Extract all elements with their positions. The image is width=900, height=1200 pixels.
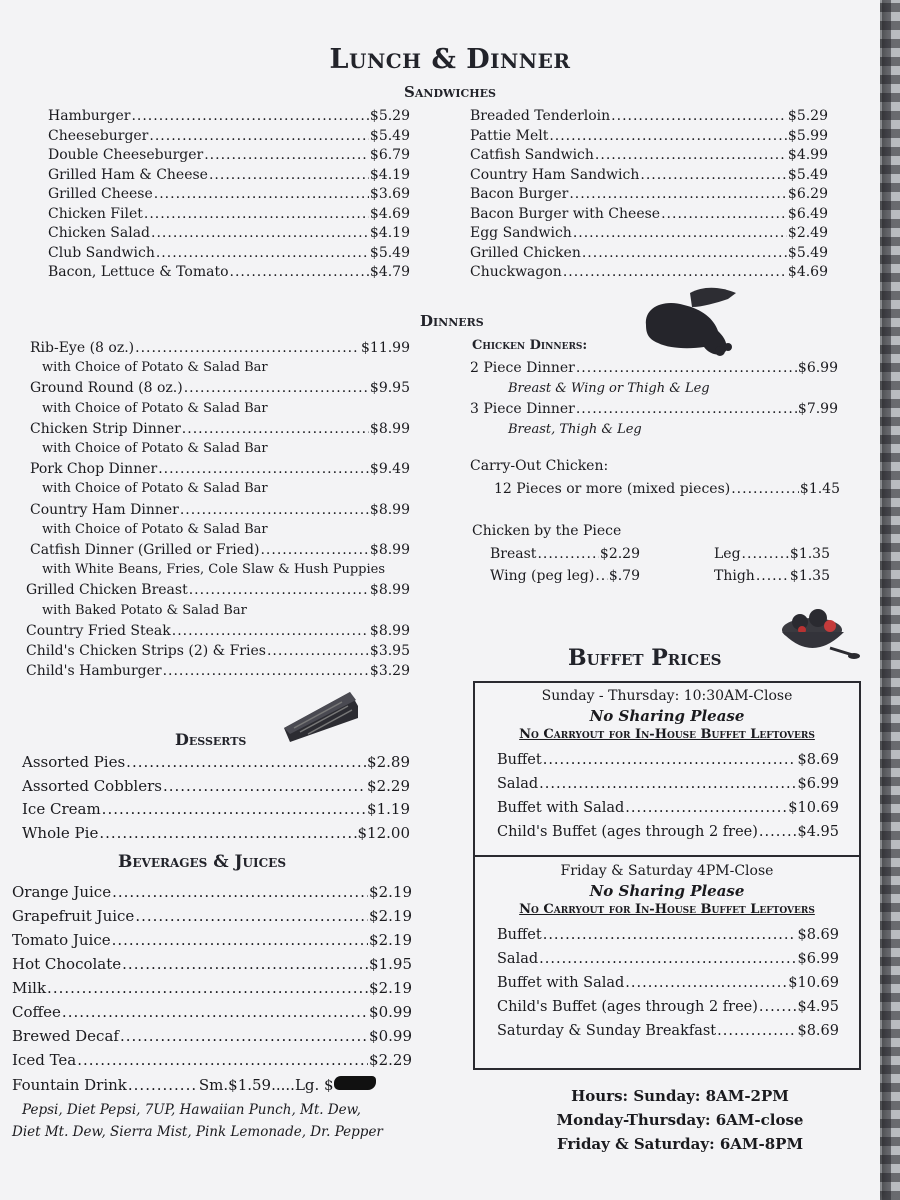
item-price: $8.99 [369,542,410,559]
dot-leader [180,500,369,520]
dot-leader [149,127,369,147]
item-name: Egg Sandwich [470,225,572,241]
dot-leader [543,923,797,947]
item-price: $0.99 [369,1003,412,1021]
dot-leader [189,580,369,600]
item-name: Grilled Cheese [48,186,153,202]
dot-leader [184,378,369,398]
item-name: Assorted Pies [22,753,126,771]
fountain-large-price: Lg. $ [294,1076,334,1094]
buffet-item [497,923,839,947]
item-price: $4.95 [797,999,839,1015]
dot-leader [120,1024,368,1048]
sandwich-item [470,107,828,127]
chicken-dinner-description: Breast & Wing or Thigh & Leg [508,380,710,396]
dinners-column [26,338,410,681]
item-name: Grilled Chicken Breast [26,582,188,599]
dinner-item-description: with White Beans, Fries, Cole Slaw & Hush Puppies [42,562,385,578]
item-price: $8.99 [369,622,410,639]
dot-leader [131,107,368,127]
item-name: Ground Round (8 oz.) [30,380,183,397]
buffet-item [497,748,839,772]
buffet-weekend-section [475,863,859,1043]
buffet-header: Buffet Prices [568,645,722,671]
dinner-item [30,500,410,520]
dot-leader [126,751,366,775]
carryout-item [494,480,840,500]
sandwich-item [48,263,410,283]
hours-mon-thu: Monday-Thursday: 6AM-close [556,1111,804,1129]
beverage-item [12,1000,412,1024]
dot-leader [135,338,360,358]
item-price: $2.29 [367,776,410,795]
title-letter-d: D [466,44,491,75]
by-piece-label: Chicken by the Piece [472,523,622,539]
item-price: $8.99 [369,582,410,599]
buffet-item [497,1019,839,1043]
title-word-inner: INNER [490,49,571,73]
item-price: $6.29 [787,186,828,202]
by-piece-right [714,543,830,587]
piece-leg [714,543,830,565]
carryout-row [494,480,840,500]
dot-leader [549,127,787,147]
beverages-column [12,880,412,1072]
piece-name: Leg [714,546,741,562]
chicken-dinners-header: Chicken Dinners: [472,338,588,353]
sandwich-item [470,127,828,147]
sandwich-item [470,224,828,244]
dessert-item [22,822,410,846]
dot-leader [625,971,787,995]
item-price: $5.49 [787,166,828,183]
item-price: $2.49 [787,225,828,241]
item-price: $9.95 [369,380,410,397]
sandwich-item [470,185,828,205]
dinner-item-description: with Baked Potato & Salad Bar [42,602,247,618]
dinner-item-description: with Choice of Potato & Salad Bar [42,481,268,497]
dot-leader [563,263,787,283]
item-name: Hamburger [48,108,131,124]
dinner-item [26,641,410,661]
dot-leader [204,146,369,166]
dot-leader [576,399,797,420]
title-letter-l: L [329,44,350,75]
dinner-item [30,338,410,358]
title-word-unch: UNCH [349,49,422,73]
dot-leader [260,540,368,560]
item-name: Salad [497,951,539,967]
item-name: Rib-Eye (8 oz.) [30,340,135,356]
item-name: Breaded Tenderloin [470,108,611,124]
item-name: Brewed Decaf [12,1027,119,1045]
sandwich-item [48,205,410,225]
sandwich-item [470,166,828,186]
buffet-divider [475,855,859,857]
chicken-dinner-description: Breast, Thigh & Leg [508,421,642,437]
sandwich-item [48,107,410,127]
item-name: Child's Buffet (ages through 2 free) [497,824,758,840]
dinner-item-description: with Choice of Potato & Salad Bar [42,441,268,457]
buffet-weekday-section [475,683,859,844]
piece-thigh [714,565,830,587]
chicken-dinner-item [470,399,838,420]
piece-wing [490,565,640,587]
item-price: $3.95 [369,643,410,660]
item-name: Country Ham Sandwich [470,166,640,183]
item-name: Buffet with Salad [497,975,625,991]
dot-leader [122,952,368,976]
hours-fri-sat: Friday & Saturday: 6AM-8PM [556,1135,804,1153]
item-name: Chuckwagon [470,264,562,280]
sandwich-item [48,185,410,205]
dot-leader [569,185,787,205]
chicken-leg-icon [640,285,750,365]
item-name: 3 Piece Dinner [470,401,575,417]
sandwich-item [48,127,410,147]
hours-sunday: Hours: Sunday: 8AM-2PM [571,1087,789,1105]
dot-leader [154,185,369,205]
dinner-item-description: with Choice of Potato & Salad Bar [42,360,268,376]
dot-leader [661,205,787,225]
dot-leader [158,459,369,479]
item-name: Salad [497,776,539,792]
item-price: $2.29 [369,1051,412,1069]
beverage-item [12,1048,412,1072]
sandwiches-right-column [470,107,828,283]
item-name: Saturday & Sunday Breakfast [497,1023,717,1039]
item-price: $2.89 [367,753,410,771]
dot-leader [611,107,787,127]
item-name: Club Sandwich [48,244,155,261]
item-name: Double Cheeseburger [48,147,204,163]
item-price: $4.95 [797,824,839,840]
item-name: Chicken Filet [48,205,143,222]
item-price: $10.69 [788,800,839,816]
item-name: 2 Piece Dinner [470,360,575,376]
dinner-item [30,378,410,398]
weekday-no-carryout: No Carryout for In-House Buffet Leftovers [519,727,815,742]
item-price: $4.69 [787,264,828,280]
dot-leader [99,822,356,846]
fountain-separator: ..... [271,1076,295,1094]
item-price: $3.29 [369,663,410,680]
item-price: $4.19 [369,166,410,183]
item-price: $8.99 [369,501,410,518]
dot-leader [172,621,369,641]
desserts-column [22,751,410,845]
dinner-item [26,661,410,681]
piece-price: $1.35 [789,546,830,562]
dot-leader [112,880,368,904]
dot-leader [47,976,368,1000]
beverage-item [12,928,412,952]
item-price: $5.49 [787,244,828,261]
item-price: $3.69 [369,186,410,202]
carryout-item-price: $1.45 [799,481,840,497]
dot-leader [543,748,797,772]
fountain-drink-item [12,1073,412,1097]
item-price: $4.79 [369,264,410,280]
item-name: Milk [12,979,47,997]
sandwich-item [48,244,410,264]
item-name: Grilled Chicken [470,244,581,261]
pie-slice-icon [280,688,362,746]
dinners-header: Dinners [420,312,484,330]
item-name: Iced Tea [12,1051,77,1069]
item-name: Ice Cream [22,800,101,818]
fountain-name: Fountain Drink [12,1076,127,1094]
sandwich-item [470,263,828,283]
item-price: $8.69 [797,927,839,943]
item-price: $1.19 [367,800,410,818]
dot-leader [135,904,368,928]
fountain-small-price: Sm.$1.59 [198,1076,272,1094]
buffet-item [497,995,839,1019]
item-price: $6.99 [797,776,839,792]
chicken-dinner-item [470,358,838,379]
dinner-item-description: with Choice of Potato & Salad Bar [42,521,268,537]
item-name: Buffet [497,752,542,768]
item-name: Child's Hamburger [26,663,162,680]
item-name: Bacon, Lettuce & Tomato [48,264,229,280]
fountain-row [12,1073,412,1097]
item-price: $6.99 [797,951,839,967]
item-name: Hot Chocolate [12,955,122,973]
buffet-item [497,820,839,844]
item-name: Catfish Dinner (Grilled or Fried) [30,542,260,559]
dot-leader [112,928,368,952]
dot-leader [62,1000,368,1024]
dot-leader [573,224,787,244]
item-name: Orange Juice [12,883,112,901]
weekend-items [475,917,859,1043]
sandwich-item [470,146,828,166]
item-name: Chicken Strip Dinner [30,420,181,437]
piece-name: Thigh [714,568,755,584]
item-price: $7.99 [797,401,838,417]
carryout-item-name: 12 Pieces or more (mixed pieces) [494,481,731,497]
item-price: $5.49 [369,244,410,261]
menu-title [0,44,900,75]
scribbled-out-price [334,1076,376,1090]
piece-name: Breast [490,546,537,562]
sandwich-item [48,166,410,186]
item-price: $8.69 [797,752,839,768]
item-name: Bacon Burger with Cheese [470,205,661,222]
item-price: $6.99 [797,360,838,376]
sandwich-item [470,244,828,264]
item-price: $6.79 [369,147,410,163]
weekday-no-sharing: No Sharing Please [589,707,745,725]
item-price: $5.29 [369,108,410,124]
item-price: $0.99 [369,1027,412,1045]
item-name: Whole Pie [22,823,99,842]
dot-leader [595,146,787,166]
item-name: Grilled Ham & Cheese [48,166,208,183]
item-price: $5.49 [369,127,410,144]
dinner-item-description: with Choice of Potato & Salad Bar [42,400,268,416]
item-name: Child's Buffet (ages through 2 free) [497,999,758,1015]
item-name: Grapefruit Juice [12,907,135,925]
salad-bowl-icon [772,600,862,670]
dot-leader [582,244,787,264]
item-price: $2.19 [369,979,412,997]
beverage-item [12,952,412,976]
weekday-items [475,742,859,844]
dot-leader [640,166,787,186]
beverage-item [12,880,412,904]
dot-leader [267,641,369,661]
title-ampersand: & [421,44,467,75]
item-price: $10.69 [788,975,839,991]
item-price: $8.69 [797,1023,839,1039]
weekend-hours: Friday & Saturday 4PM-Close [560,863,774,879]
weekend-no-sharing: No Sharing Please [589,882,745,900]
dot-leader [77,1048,368,1072]
dot-leader [717,1019,796,1043]
item-price: $11.99 [361,340,410,356]
piece-price: $2.29 [599,546,640,562]
item-price: $12.00 [357,823,410,842]
buffet-prices-box [473,681,861,1070]
item-price: $4.19 [369,225,410,241]
item-name: Child's Chicken Strips (2) & Fries [26,643,266,660]
weekday-hours: Sunday - Thursday: 10:30AM-Close [541,688,793,704]
item-price: $1.95 [369,955,412,973]
buffet-item [497,947,839,971]
sandwich-item [470,205,828,225]
dot-leader [539,947,796,971]
item-name: Catfish Sandwich [470,147,594,163]
hours-block [550,1084,810,1156]
item-name: Country Fried Steak [26,622,171,639]
item-name: Buffet [497,927,542,943]
dot-leader [759,820,797,844]
sandwich-item [48,146,410,166]
item-name: Chicken Salad [48,225,151,241]
dinner-item [30,540,410,560]
sandwich-item [48,224,410,244]
buffet-item [497,971,839,995]
item-name: Tomato Juice [12,931,111,949]
dessert-item [22,751,410,775]
dot-leader [625,796,787,820]
piece-breast [490,543,640,565]
beverage-item [12,976,412,1000]
item-price: $4.69 [369,205,410,222]
beverages-header: Beverages & Juices [118,852,286,872]
item-price: $6.49 [787,205,828,222]
item-name: Coffee [12,1003,61,1021]
dot-leader [230,263,369,283]
desserts-header: Desserts [175,730,247,749]
dinner-item [30,459,410,479]
dot-leader [759,995,797,1019]
item-name: Buffet with Salad [497,800,625,816]
dinner-item [26,580,410,600]
carryout-label: Carry-Out Chicken: [470,458,609,474]
item-name: Country Ham Dinner [30,501,179,518]
dot-leader [182,419,369,439]
item-price: $4.99 [787,147,828,163]
item-price: $5.99 [787,127,828,144]
drinks-line-1: Pepsi, Diet Pepsi, 7UP, Hawaiian Punch, Mt. Dew, [22,1102,361,1118]
piece-price: $1.35 [789,568,830,584]
item-name: Bacon Burger [470,186,569,202]
beverage-item [12,904,412,928]
dinner-item [30,419,410,439]
item-price: $2.19 [369,907,412,925]
item-name: Cheeseburger [48,127,149,144]
item-price: $5.29 [787,108,828,124]
buffet-item [497,772,839,796]
dot-leader [539,772,796,796]
dot-leader [156,244,369,264]
sandwiches-header: Sandwiches [404,83,496,101]
weekend-no-carryout: No Carryout for In-House Buffet Leftovers [519,902,815,917]
dot-leader [209,166,369,186]
chicken-dinners-list [470,358,838,440]
drinks-line-2: Diet Mt. Dew, Sierra Mist, Pink Lemonade, Dr. Pepper [12,1124,383,1140]
item-price: $2.19 [369,931,412,949]
buffet-item [497,796,839,820]
piece-name: Wing (peg leg) [490,568,595,584]
dinner-item [26,621,410,641]
dot-leader [102,798,366,822]
item-name: Assorted Cobblers [22,776,162,795]
sandwiches-left-column [48,107,410,283]
piece-price: $.79 [608,568,640,584]
item-name: Pork Chop Dinner [30,461,158,478]
by-piece-left [490,543,640,587]
dot-leader [144,205,369,225]
item-price: $8.99 [369,420,410,437]
dessert-item [22,798,410,822]
item-name: Pattie Melt [470,127,549,144]
item-price: $9.49 [369,461,410,478]
dot-leader [163,661,369,681]
item-price: $2.19 [369,883,412,901]
beverage-item [12,1024,412,1048]
dessert-item [22,775,410,799]
dot-leader [576,358,797,379]
dot-leader [163,775,366,799]
dot-leader [151,224,369,244]
